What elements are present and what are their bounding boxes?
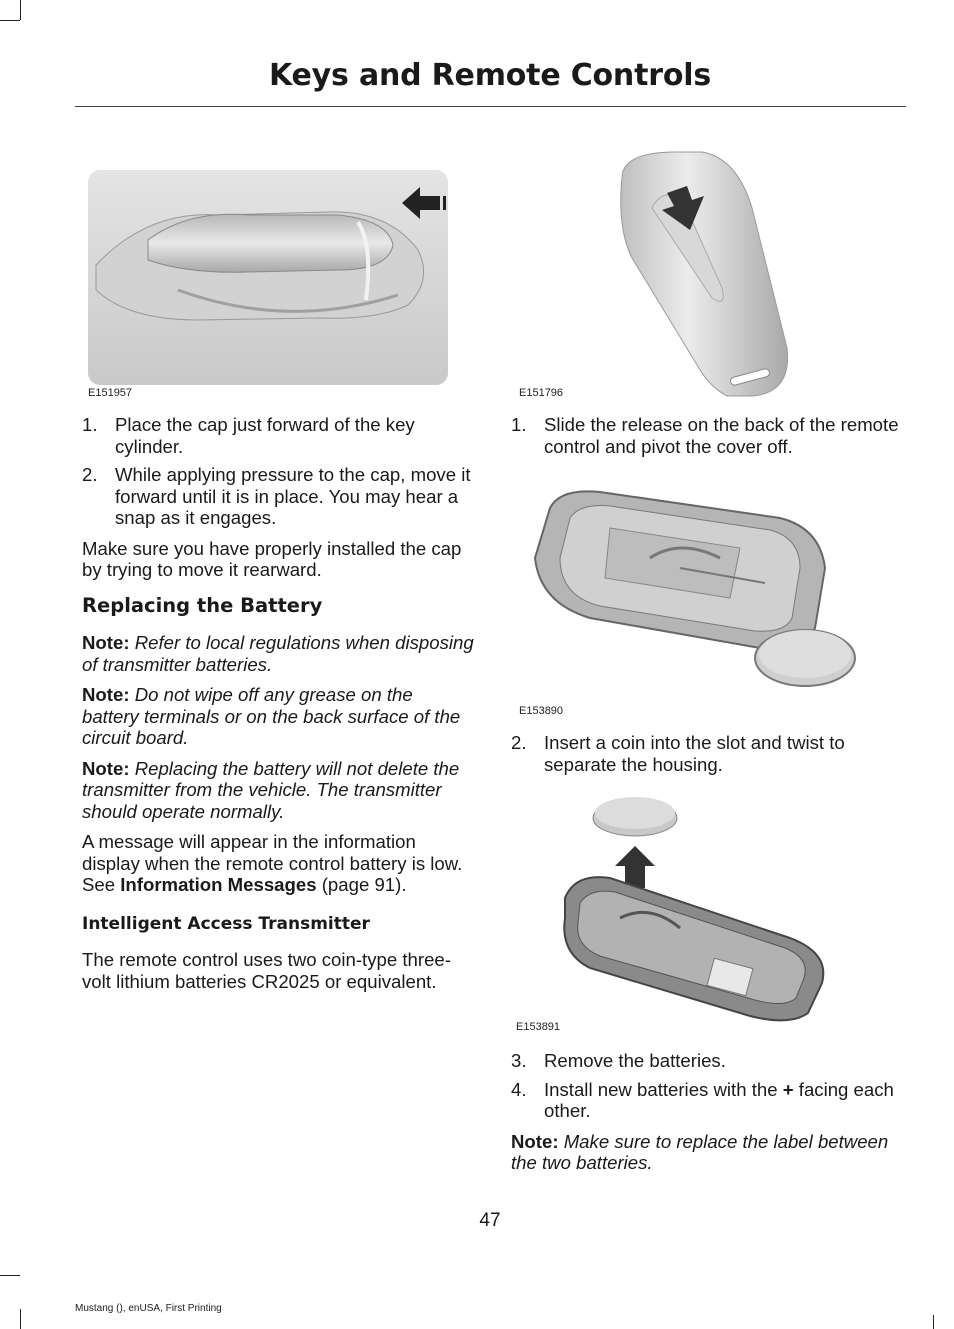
figure-code: E153890 [519, 705, 564, 717]
list-item: 2. While applying pressure to the cap, move it forward until it is in place. You may hear a snap as it engages. [82, 464, 471, 528]
crop-mark [0, 20, 20, 21]
footer-text: Mustang (), enUSA, First Printing [75, 1303, 222, 1314]
subsection-heading: Intelligent Access Transmitter [82, 913, 370, 934]
right-column-step-1 [511, 414, 903, 466]
key-fob-illustration [612, 148, 792, 398]
left-column [82, 414, 474, 1001]
figure-code: E151957 [88, 387, 133, 399]
note: Note: Refer to local regulations when disposing of transmitter batteries. [82, 632, 474, 675]
crop-mark [20, 1309, 21, 1329]
crop-mark [20, 0, 21, 20]
title-rule [75, 106, 906, 107]
paragraph: Make sure you have properly installed the cap by trying to move it rearward. [82, 537, 462, 580]
list-item: 4. Install new batteries with the + facing each other. [511, 1078, 894, 1121]
note: Note: Replacing the battery will not delete the transmitter from the vehicle. The transmitter should operate normally. [82, 757, 460, 822]
list-item: 3. Remove the batteries. [511, 1050, 726, 1071]
list-item: 2. Insert a coin into the slot and twist to separate the housing. [511, 732, 845, 775]
right-column-step-2 [511, 732, 903, 784]
cross-reference-link[interactable]: Information Messages [120, 874, 317, 895]
list-item: 1. Slide the release on the back of the remote control and pivot the cover off. [511, 414, 899, 457]
cap-steps-list [82, 414, 474, 529]
list-item: 1. Place the cap just forward of the key cylinder. [82, 414, 415, 457]
open-fob-coin-illustration [530, 488, 860, 693]
note: Note: Make sure to replace the label between the two batteries. [511, 1130, 889, 1173]
figure-code: E153891 [516, 1021, 561, 1033]
crop-mark [933, 1315, 934, 1329]
figure-code: E151796 [519, 387, 564, 399]
paragraph: A message will appear in the information display when the remote control battery is low. See Information Messages (page 91). [82, 831, 463, 895]
crop-mark [0, 1275, 20, 1276]
door-handle-illustration [88, 170, 448, 385]
page-title: Keys and Remote Controls [269, 58, 711, 93]
plus-symbol: + [782, 1078, 794, 1100]
paragraph: The remote control uses two coin-type three-volt lithium batteries CR2025 or equivalent. [82, 949, 451, 992]
battery-removal-illustration [560, 788, 840, 1028]
right-column-steps-3-4 [511, 1050, 903, 1183]
note: Note: Do not wipe off any grease on the battery terminals or on the back surface of the circuit board. [82, 684, 461, 748]
page-number: 47 [479, 1210, 501, 1231]
section-heading: Replacing the Battery [82, 593, 323, 617]
